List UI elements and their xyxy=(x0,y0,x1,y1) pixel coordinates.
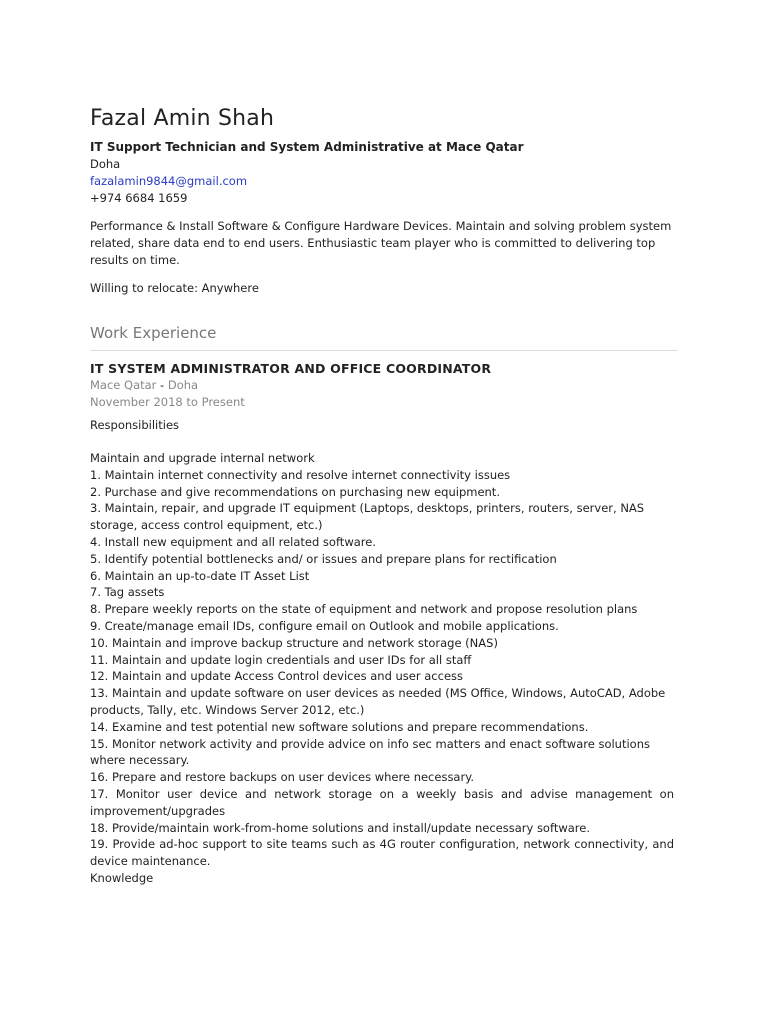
job-duty-item: 17. Monitor user device and network storage on a weekly basis and advise management on improvement/upgrades xyxy=(90,786,674,818)
job-duty-item: 16. Prepare and restore backups on user devices where necessary. xyxy=(90,770,475,785)
job-duty-item: 10. Maintain and improve backup structure and network storage (NAS) xyxy=(90,635,498,650)
job-meta xyxy=(90,377,245,411)
candidate-summary: Performance & Install Software & Configure Hardware Devices. Maintain and solving problem system related, share data end to end users. Enthusiastic team player who is committed to delivering top results on time. xyxy=(90,219,672,267)
job-duty-item: 4. Install new equipment and all related software. xyxy=(90,534,376,549)
job-duty-item: 15. Monitor network activity and provide advice on info sec matters and enact software solutions where necessary. xyxy=(90,736,650,768)
job-title: IT SYSTEM ADMINISTRATOR AND OFFICE COORDINATOR xyxy=(90,361,492,376)
job-dates: November 2018 to Present xyxy=(90,395,245,409)
job-duty-item: 18. Provide/maintain work-from-home solutions and install/update necessary software. xyxy=(90,820,590,835)
candidate-location: Doha xyxy=(90,157,121,171)
job-separator: - xyxy=(156,378,168,392)
job-duty-item: 19. Provide ad-hoc support to site teams such as 4G router configuration, network connectivity, and device maintenance. xyxy=(90,837,674,869)
job-duty-item: 1. Maintain internet connectivity and resolve internet connectivity issues xyxy=(90,467,511,482)
job-duty-item: 8. Prepare weekly reports on the state of equipment and network and propose resolution plans xyxy=(90,602,638,617)
job-duty-item: 3. Maintain, repair, and upgrade IT equipment (Laptops, desktops, printers, routers, server, NAS storage, access control equipment, etc.) xyxy=(90,501,645,533)
job-location: Doha xyxy=(167,378,199,392)
job-duty-item: 9. Create/manage email IDs, configure email on Outlook and mobile applications. xyxy=(90,618,559,633)
section-divider xyxy=(90,350,678,351)
job-duty-item: 7. Tag assets xyxy=(90,585,165,600)
section-title-work-experience: Work Experience xyxy=(90,324,217,342)
job-duty-item: 6. Maintain an up-to-date IT Asset List xyxy=(90,568,310,583)
job-duty-item: 14. Examine and test potential new software solutions and prepare recommendations. xyxy=(90,719,589,734)
responsibilities-label: Responsibilities xyxy=(90,418,180,432)
job-duty-item: 13. Maintain and update software on user devices as needed (MS Office, Windows, AutoCAD, Adobe products, Tally, etc. Windows Server 2012, etc.) xyxy=(90,686,666,717)
candidate-headline: IT Support Technician and System Administrative at Mace Qatar xyxy=(90,140,524,154)
job-duty-item: 5. Identify potential bottlenecks and/ or issues and prepare plans for rectification xyxy=(90,551,557,566)
relocation-note: Willing to relocate: Anywhere xyxy=(90,281,259,295)
job-description-outro: Knowledge xyxy=(90,870,154,885)
job-company: Mace Qatar xyxy=(90,378,157,392)
candidate-phone: +974 6684 1659 xyxy=(90,191,188,205)
job-description-intro: Maintain and upgrade internal network xyxy=(90,451,315,465)
contact-block xyxy=(90,156,247,207)
job-duty-item: 12. Maintain and update Access Control devices and user access xyxy=(90,669,464,684)
job-duty-item: 2. Purchase and give recommendations on purchasing new equipment. xyxy=(90,484,500,499)
job-employer-line xyxy=(90,377,245,394)
candidate-name: Fazal Amin Shah xyxy=(90,106,275,131)
job-duty-item: 11. Maintain and update login credentials and user IDs for all staff xyxy=(90,652,472,667)
job-description xyxy=(90,450,674,887)
candidate-email-link[interactable]: fazalamin9844@gmail.com xyxy=(90,174,248,188)
